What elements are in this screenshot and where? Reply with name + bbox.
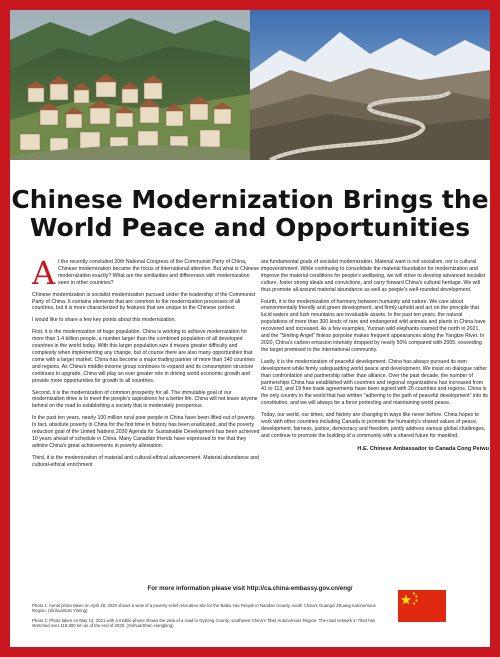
- headline: Chinese Modernization Brings the World Peace and Opportunities: [11, 185, 489, 242]
- article-paragraph: At the recently concluded 20th National Congress of the Communist Party of China, Chinese modernization became the focus of international attention. But what is Chinese modernization exactly? What are the similarities and differences with modernization seen in other countries?: [32, 254, 260, 292]
- article-paragraph: First, it is the modernization of huge population. China is working to achieve modernization for more than 1.4 billion people, a number larger than the combined population of all developed countries in the world today. With this larger population size it means greater difficulty and complexity when implementing any change, but of course there are also many opportunities that come with a larger market. China has become a major trading partner of more than 140 countries and regions. As China's middle-income group continues to expand and its consumption structure continues to upgrade, China will play an ever greater role in driving world economic growth and provide more opportunities for growth to all countries.: [32, 329, 255, 384]
- article-paragraph: Fourth, it is the modernization of harmony between humanity and nature. We care about environmentally friendly and green development, and firmly uphold and act on the principle that lucid waters and lush mountains are invaluable assets. In the past ten years, the natural populations of more than 300 kinds of rare and endangered wild animals and plants in China have recovered and increased. As a few examples, Yunnan wild elephants roamed the north in 2021, and the "Smiling Angel" finless porpoise makes frequent appearances along the Yangtze River. In 2020, China's carbon emission intensity dropped by nearly 50% compared with 2005, exceeding the target promised to the international community.: [261, 298, 486, 353]
- aerial-village-photo: [10, 10, 250, 160]
- photo-caption: Photo 2: Photo taken on May 14, 2021 with a mobile phone shows the view of a road to Gyirong County, southwest China's Tibet Autonomous Region. The road network in Tibet has stretched over 118,800 km as of the end of 2020. (Xinhua/Shen Hongbing): [32, 617, 376, 629]
- article-paragraph: Lastly, it is the modernization of peaceful development. China has always pursued its own development while firmly safeguarding world peace and development. We insist on dialogue rather than confrontation and partnership rather than alliance. Over the past decade, the number of partnerships China has established with countries and regional organizations has increased from 41 to 113, and 19 free trade agreements have been signed with 26 countries and regions. China is the only country in the world that has written "adhering to the path of peaceful development" into its constitution, and we will always be a force protecting and maintaining world peace.: [261, 358, 488, 407]
- article-paragraph: Today, our world, our times, and history are changing in ways like never before. China hopes to work with other countries including Canada to promote the humanity's shared values of peace, development, fairness, justice, democracy and freedom, jointly address various global challenges, and continue to promote the building of a community with a shared future for mankind.: [261, 412, 486, 439]
- drop-cap: A: [32, 254, 56, 292]
- article-paragraph: are fundamental goals of socialist modernization. Material want is not socialism, nor is cultural impoverishment. While continuing to consolidate the material foundation for modernization and improve the material conditions for people's wellbeing, we will strive to develop advanced socialist culture, foster strong ideals and convictions, and carry forward China's cultural heritage. We will thus promote all-around material abundance as well as people's well-rounded development.: [261, 259, 486, 293]
- article-paragraph: I would like to share a few key points about this modernization.: [32, 317, 176, 324]
- china-flag-icon: [398, 590, 446, 622]
- mountain-road-photo: [250, 10, 490, 160]
- article-column-right: [261, 259, 489, 453]
- article-paragraph: Third, it is the modernization of material and cultural-ethical advancement. Material abundance and cultural-ethical enrichment: [32, 454, 259, 468]
- article-column-left: [32, 254, 260, 474]
- article-paragraph: In the past ten years, nearly 100 million rural poor people in China have been lifted out of poverty. In fact, absolute poverty in China for the first time in history has been eradicated, and the poverty reduction goal of the United Nations 2030 Agenda for Sustainable Development has been achieved 10 years ahead of schedule in China. Many Canadian friends have expressed to me that they admire China's great achievements in poverty alleviation.: [32, 415, 260, 449]
- photo-caption: Photo 1: Aerial photo taken on April 28, 2020 shows a view of a poverty-relief relocation site for the Baiku Yao People in Nandan County, south China's Guangxi Zhuang Autonomous Region. (Xinhua/Cao Yiming): [32, 603, 376, 614]
- more-info-link[interactable]: For more information please visit http://ca.china-embassy.gov.cn/eng/: [147, 585, 353, 592]
- article-paragraph: Second, it is the modernization of common prosperity for all. The immutable goal of our modernization drive is to meet the people's aspirations for a better life. China will not leave anyone behind on the road to establishing a society that is moderately prosperous.: [32, 389, 258, 410]
- article-paragraph: Chinese modernization is socialist modernization pursued under the leadership of the Communist Party of China. It contains elements that are common to the modernization processes of all countries, but it is more characterized by features that are unique to the Chinese context.: [32, 291, 256, 312]
- photo-captions: [32, 603, 387, 633]
- photo-banner: [10, 10, 490, 160]
- author-signature: H.E. Chinese Ambassador to Canada Cong Peiwu: [357, 445, 489, 452]
